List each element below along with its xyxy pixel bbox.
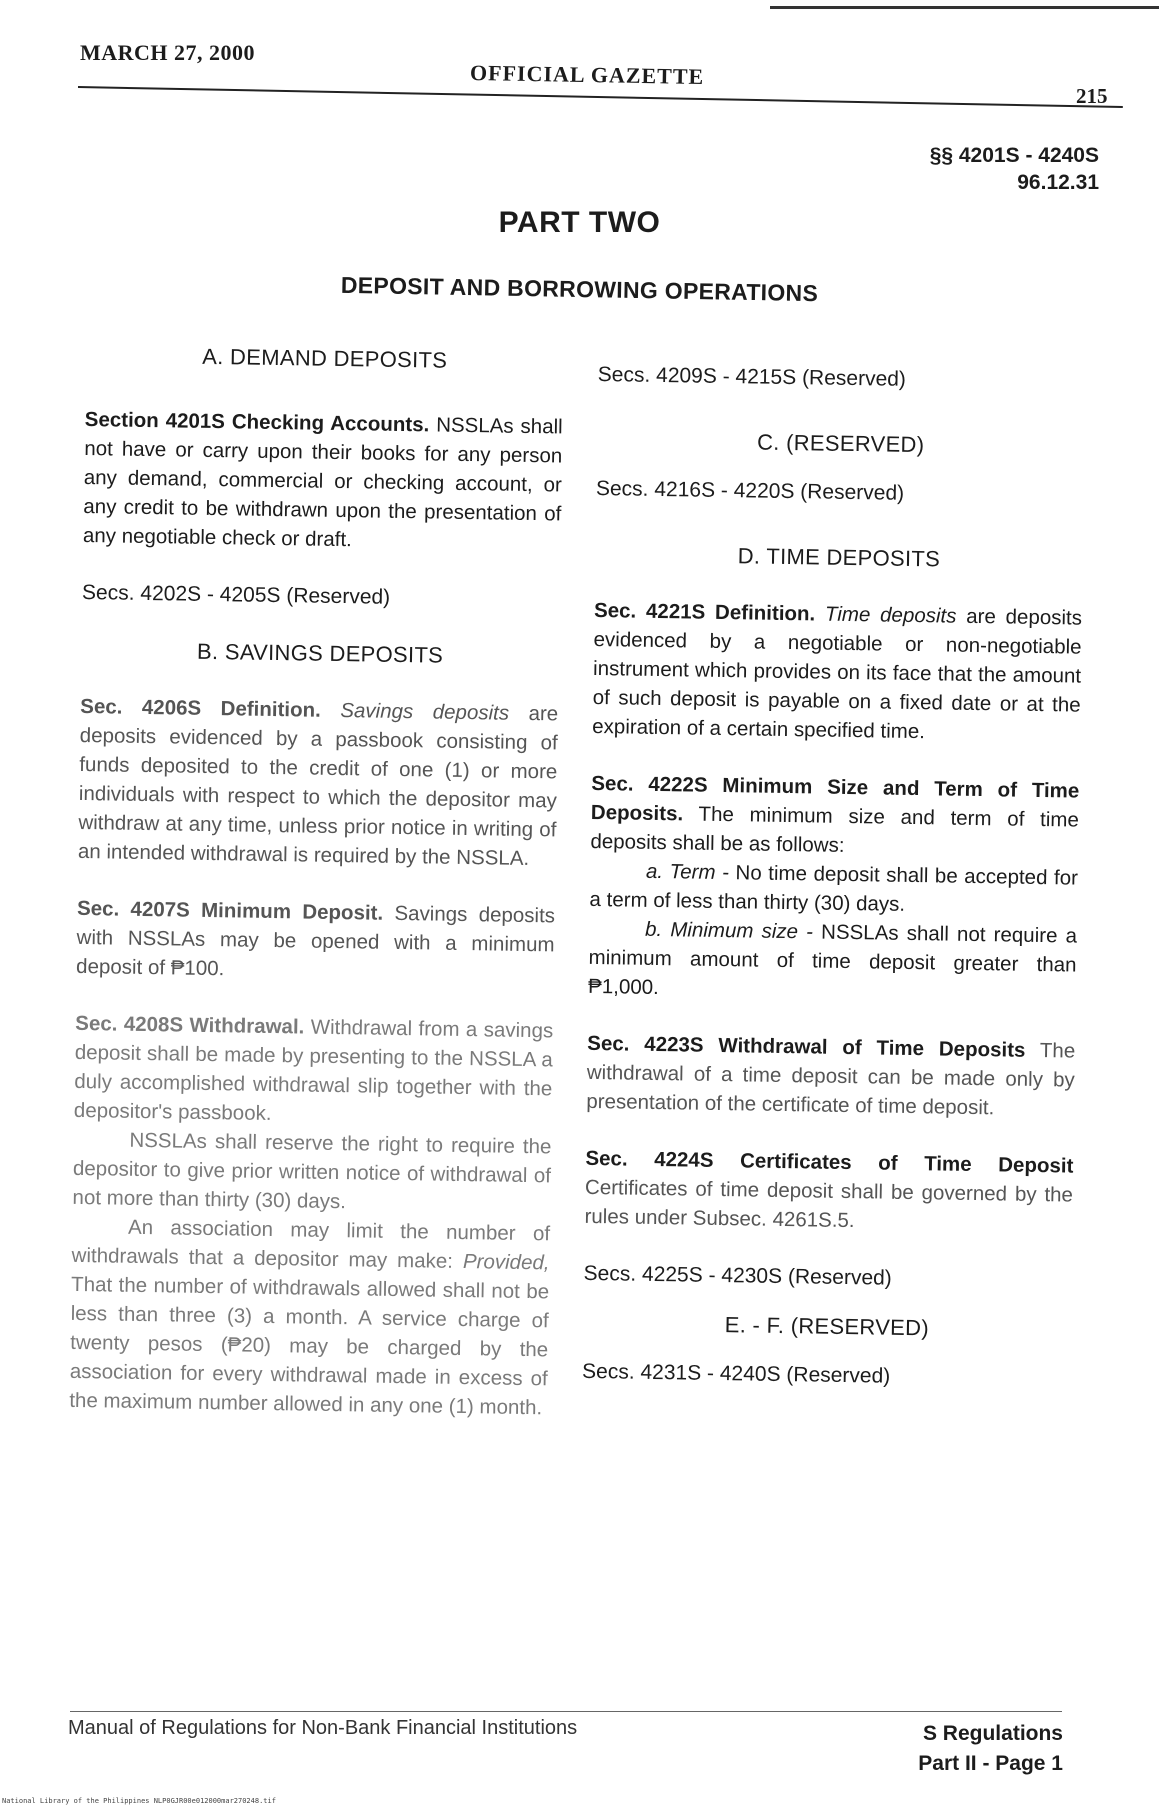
section-4208-notice: NSSLAs shall reserve the right to require the depositor to give prior written notice of withdrawal of not more than thirty (30) days.	[72, 1128, 552, 1214]
section-4208-title: Sec. 4208S Withdrawal.	[75, 1011, 305, 1039]
section-4206-title: Sec. 4206S Definition.	[80, 694, 322, 722]
reserved-4209-4215: Secs. 4209S - 4215S (Reserved)	[597, 362, 907, 391]
reserved-4231-4240: Secs. 4231S - 4240S (Reserved)	[581, 1359, 891, 1388]
section-4223	[586, 1029, 1075, 1124]
section-4206-text: are deposits evidenced by a passbook consisting of funds deposited to the credit of one (1) or more individuals with respect to which the depositor may withdraw at any time, unless prior notice in writing of an intended withdrawal is required by the NSSLA.	[77, 701, 559, 871]
section-4207	[76, 894, 555, 988]
section-4221-title: Sec. 4221S Definition.	[593, 598, 816, 626]
section-4222-a-label: a. Term -	[645, 859, 730, 885]
part-subtitle: DEPOSIT AND BORROWING OPERATIONS	[340, 271, 819, 307]
footer-part-page: Part II - Page 1	[918, 1752, 1063, 1775]
right-column	[582, 360, 1086, 1394]
section-4222-b-text: NSSLAs shall not require a minimum amount of time deposit greater than ₱1,000.	[587, 920, 1078, 1000]
section-4222	[590, 769, 1079, 864]
section-4208	[74, 1009, 554, 1132]
heading-time-deposits: D. TIME DEPOSITS	[737, 543, 941, 572]
section-4222-term	[589, 856, 1078, 922]
section-4222-b-label: b. Minimum size -	[644, 917, 814, 944]
section-4222-title: Sec. 4222S Minimum Size and Term of Time Deposits.	[590, 771, 1080, 826]
section-4208-text-3a: An association may limit the number of withdrawals that a depositor may make:	[71, 1215, 551, 1273]
section-range: §§ 4201S - 4240S	[929, 144, 1099, 167]
header-rule	[78, 86, 1123, 108]
footer-regulation-type: S Regulations	[922, 1722, 1063, 1745]
section-4221-term: Time deposits	[824, 602, 957, 628]
section-4201-text: NSSLAs shall not have or carry upon their books for any person any demand, commercial or checking account, or any credit to be withdrawn upon the presentation of any negotiable check or draft.	[82, 413, 563, 552]
reserved-4216-4220: Secs. 4216S - 4220S (Reserved)	[595, 476, 905, 505]
section-reference	[930, 142, 1099, 196]
section-4206-term: Savings deposits	[340, 699, 510, 725]
section-4222-text: The minimum size and term of time deposits shall be as follows:	[590, 802, 1080, 857]
footer-rule	[70, 1711, 1062, 1712]
heading-demand-deposits: A. DEMAND DEPOSITS	[202, 343, 448, 373]
section-4207-text: Savings deposits with NSSLAs may be opened with a minimum deposit of ₱100.	[75, 901, 556, 981]
section-4223-title: Sec. 4223S Withdrawal of Time Deposits	[587, 1031, 1026, 1062]
section-4208-text-3b: That the number of withdrawals allowed shall not be less than three (3) a month. A service charge of twenty pesos (₱20) may be charged by the association for every withdrawal made in excess of the maximum number allowed in any one (1) month.	[69, 1272, 550, 1420]
header-page-number: 215	[1076, 84, 1108, 108]
footer-manual-title: Manual of Regulations for Non-Bank Financial Institutions	[68, 1717, 578, 1739]
section-4206	[78, 692, 559, 873]
header-date: MARCH 27, 2000	[80, 40, 256, 65]
section-4208-text-1: Withdrawal from a savings deposit shall be made by presenting to the NSSLA a duly accomplished withdrawal slip together with the depositor's passbook.	[73, 1015, 554, 1126]
footer-regulations	[918, 1719, 1063, 1779]
heading-savings-deposits: B. SAVINGS DEPOSITS	[196, 638, 444, 668]
heading-ef-reserved: E. - F. (RESERVED)	[724, 1312, 930, 1341]
section-4222-minimum-size	[588, 914, 1077, 1009]
left-column	[69, 340, 564, 1422]
section-4208-proviso: Provided,	[462, 1250, 550, 1275]
section-4201	[83, 405, 563, 557]
section-4223-text: The withdrawal of a time deposit can be made only by presentation of the certificate of time deposit.	[586, 1039, 1076, 1120]
section-4224-title: Sec. 4224S Certificates of Time Deposit	[585, 1146, 1074, 1178]
section-4224-text: Certificates of time deposit shall be governed by the rules under Subsec. 4261S.5.	[584, 1175, 1074, 1233]
section-code: 96.12.31	[1017, 171, 1099, 194]
section-4224	[584, 1144, 1073, 1239]
reserved-4202-4205: Secs. 4202S - 4205S (Reserved)	[81, 580, 391, 609]
section-4201-title: Section 4201S Checking Accounts.	[84, 407, 430, 437]
top-edge-line	[770, 6, 1159, 9]
section-4208-limits	[69, 1212, 550, 1422]
section-4221	[592, 596, 1082, 749]
heading-c-reserved: C. (RESERVED)	[756, 429, 925, 458]
reserved-4225-4230: Secs. 4225S - 4230S (Reserved)	[583, 1261, 892, 1290]
scan-source-note: National Library of the Philippines NLP0GJR00e012000mar270248.tif	[2, 1797, 276, 1805]
section-4222-a-text: No time deposit shall be accepted for a term of less than thirty (30) days.	[589, 861, 1079, 916]
part-title: PART TWO	[498, 206, 661, 239]
section-4221-text: are deposits evidenced by a negotiable or non-negotiable instrument which provides on its face that the amount of such deposit is payable on a fixed date or at the expiration of a certain specified time.	[592, 604, 1083, 744]
section-4207-title: Sec. 4207S Minimum Deposit.	[76, 896, 384, 925]
header-publication: OFFICIAL GAZETTE	[469, 59, 705, 90]
